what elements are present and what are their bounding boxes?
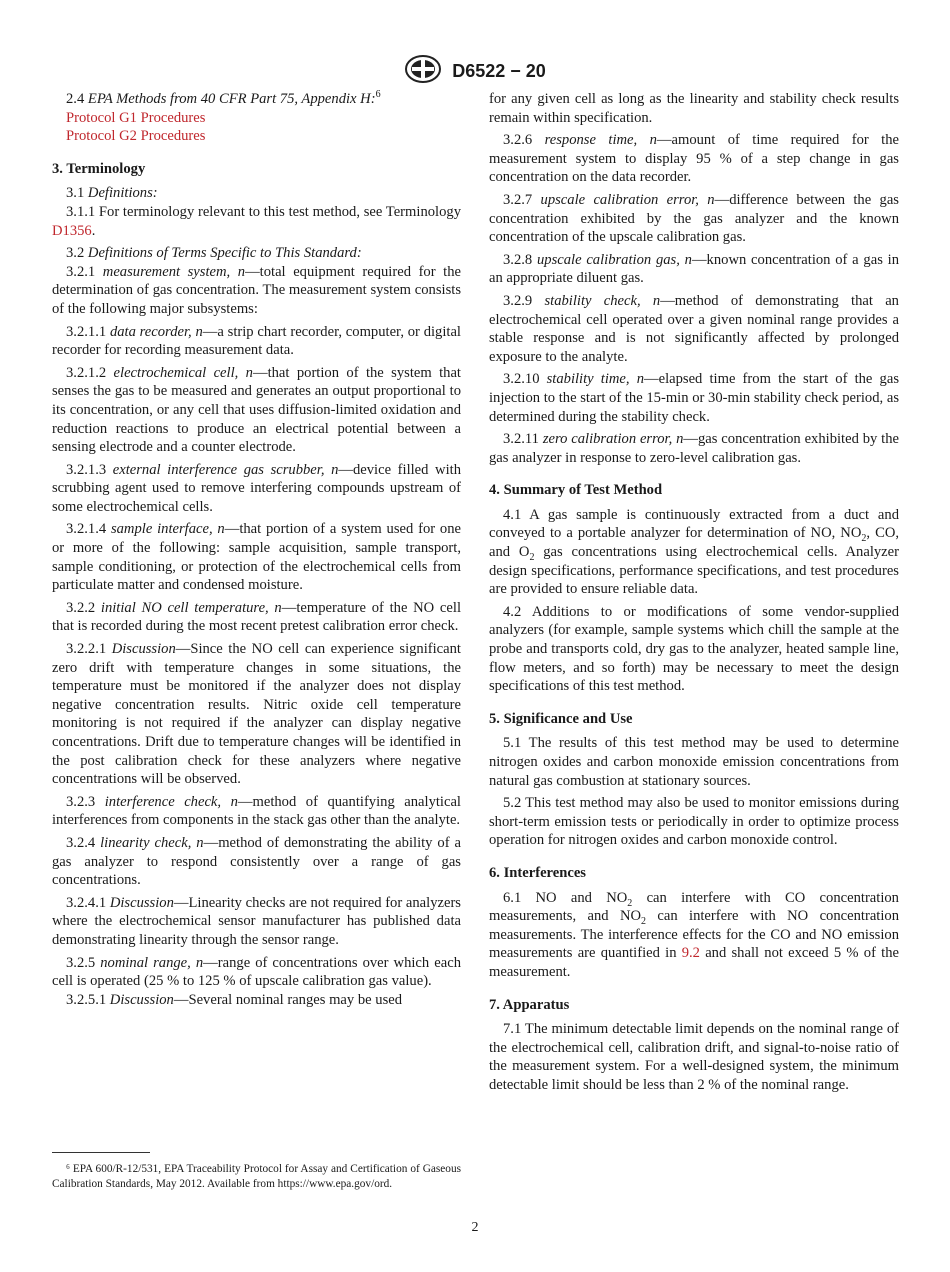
d1356-link[interactable]: D1356 [52, 222, 92, 239]
paragraph-3-2-5-1: 3.2.5.1 Discussion—Several nominal ranges may be used [66, 991, 403, 1008]
section-heading-terminology: 3. Terminology [52, 160, 146, 177]
footnote-ref-6[interactable]: 6 [375, 89, 381, 101]
paragraph-3-2-8: 3.2.8 upscale calibration gas, n—known concentration of a gas in an appropriate diluent gas. [489, 251, 899, 287]
paragraph-3-2-2: 3.2.2 initial NO cell temperature, n—temperature of the NO cell that is recorded during the most recent pretest calibration error check. [52, 599, 461, 635]
page-header [0, 54, 950, 89]
paragraph-5-2: 5.2 This test method may also be used to monitor emissions during short-term emission tests or periodically in order to optimize process operation for nitrogen oxides and carbon monoxide control. [489, 795, 899, 849]
section-heading-summary: 4. Summary of Test Method [489, 482, 663, 499]
astm-logo-icon [404, 54, 442, 89]
paragraph-3-2-1-1: 3.2.1.1 data recorder, n—a strip chart recorder, computer, or digital recorder for recording measurement data. [52, 323, 461, 359]
footnote-6: ⁶ EPA 600/R-12/531, EPA Traceability Protocol for Assay and Certification of Gaseous Calibration Standards, May 2012. Available from https://www.epa.gov/ord. [52, 1163, 461, 1190]
left-column [52, 90, 461, 1013]
paragraph-3-2-5: 3.2.5 nominal range, n—range of concentrations over which each cell is operated (25 % to 125 % of upscale calibration gas value). [52, 954, 461, 990]
paragraph-6-1: 6.1 NO and $NO_2$ can interfere with CO concentration measurements, and $NO_2$ can interfere with NO concentration measurements. The interference effects for the CO and NO emission measurements are quantified in 9.2 and shall not exceed 5 % of the measurement. [489, 889, 900, 980]
paragraph-3-2-5-1-continued: for any given cell as long as the linearity and stability check results remain within specification. [489, 91, 899, 126]
paragraph-5-1: 5.1 The results of this test method may be used to determine nitrogen oxides and carbon monoxide emission concentrations from natural gas combustion at stationary sources. [489, 735, 899, 789]
paragraph-3-2-1-2: 3.2.1.2 electrochemical cell, n—that portion of the system that senses the gas to be measured and generates an output proportional to its concentration, or any cell that uses diffusion-limited oxidation and reduction reactions to produce an electrical potential between a sensing electrode and a counter electrode. [52, 364, 461, 456]
paragraph-4-1: 4.1 A gas sample is continuously extracted from a duct and conveyed to a portable analyzer for determination of NO, $NO_2$, CO, and $O_2$ gas concentrations using electrochemical cells. Analyzer design specifications, performance specifications, and test procedures are provided to ensure reliable data. [489, 506, 900, 598]
protocol-g1-link[interactable]: Protocol G1 Procedures [66, 109, 206, 126]
paragraph-3-1: 3.1 Definitions: [66, 185, 158, 202]
paragraph-3-2-10: 3.2.10 stability time, n—elapsed time from the start of the gas injection to the start of the 15-min or 30-min stability check period, as determined during the stability check. [489, 371, 899, 425]
paragraph-3-2-1: 3.2.1 measurement system, n—total equipment required for the determination of gas concentration. The measurement system consists of the following major subsystems: [52, 263, 461, 317]
page-number: 2 [471, 1220, 479, 1235]
paragraph-3-2-1-4: 3.2.1.4 sample interface, n—that portion of a system used for one or more of the following: sample acquisition, sample transport, sample conditioning, or protection of the electrochemical cells from particulate matter and condensed moisture. [52, 521, 461, 594]
paragraph-3-1-1: 3.1.1 For terminology relevant to this test method, see Terminology D1356. [52, 203, 461, 239]
section-heading-significance: 5. Significance and Use [489, 710, 633, 727]
paragraph-7-1: 7.1 The minimum detectable limit depends on the nominal range of the electrochemical cell, calibration drift, and signal-to-noise ratio of the measurement system. For a well-designed system, the minimum detectable limit should be less than 2 % of the nominal range. [489, 1021, 899, 1093]
section-heading-interferences: 6. Interferences [489, 864, 586, 881]
right-column [489, 90, 899, 1099]
paragraph-4-2: 4.2 Additions to or modifications of some vendor-supplied analyzers (for example, sample systems which chill the sample at the probe and transports cold, dry gas to the analyzer, heated sample line, flow meters, and so forth) may be necessary to meet the design specifications of this test method. [489, 603, 899, 695]
paragraph-3-2-2-1: 3.2.2.1 Discussion—Since the NO cell can experience significant zero drift with temperature changes in some situations, the temperature must be monitored if the analyzer does not display negative concentration results. Nitric oxide cell temperature monitoring is not required if the analyzer can display negative concentrations. Drift due to temperature changes will be identified in the post calibration check for these analyzers where negative concentrations will be observed. [52, 641, 461, 788]
paragraph-3-2-3: 3.2.3 interference check, n—method of quantifying analytical interferences from components in the stack gas other than the analyte. [52, 793, 461, 829]
paragraph-3-2-4: 3.2.4 linearity check, n—method of demonstrating the ability of a gas analyzer to respond consistently over a range of gas concentrations. [52, 834, 461, 889]
paragraph-3-2-1-3: 3.2.1.3 external interference gas scrubber, n—device filled with scrubbing agent used to remove interfering compounds upstream of some electrochemical cells. [52, 461, 461, 515]
paragraph-3-2-7: 3.2.7 upscale calibration error, n—difference between the gas concentration exhibited by the gas analyzer and the known concentration of the upscale calibration gas. [489, 191, 899, 246]
paragraph-3-2-4-1: 3.2.4.1 Discussion—Linearity checks are not required for analyzers where the electrochemical sensor manufacturer has published data demonstrating linearity through the sensor range. [52, 894, 461, 948]
section-9-2-link[interactable]: 9.2 [681, 945, 700, 962]
paragraph-3-2-6: 3.2.6 response time, n—amount of time required for the measurement system to display 95 % of a step change in gas concentration on the data recorder. [489, 132, 899, 186]
protocol-g2-link[interactable]: Protocol G2 Procedures [66, 128, 206, 145]
paragraph-3-2-11: 3.2.11 zero calibration error, n—gas concentration exhibited by the gas analyzer in response to zero-level calibration gas. [489, 431, 899, 466]
section-2-4-heading: 2.4 EPA Methods from 40 CFR Part 75, Appendix H:$^6$ [66, 89, 381, 107]
section-heading-apparatus: 7. Apparatus [489, 996, 570, 1013]
standard-designation: D6522 − 20 [452, 61, 546, 81]
paragraph-3-2: 3.2 Definitions of Terms Specific to This Standard: [66, 245, 362, 262]
footnote-divider [52, 1152, 150, 1153]
paragraph-3-2-9: 3.2.9 stability check, n—method of demonstrating that an electrochemical cell operated over a given nominal range provides a stable response and is not significantly affected by prolonged exposure to the analyte. [489, 292, 899, 365]
